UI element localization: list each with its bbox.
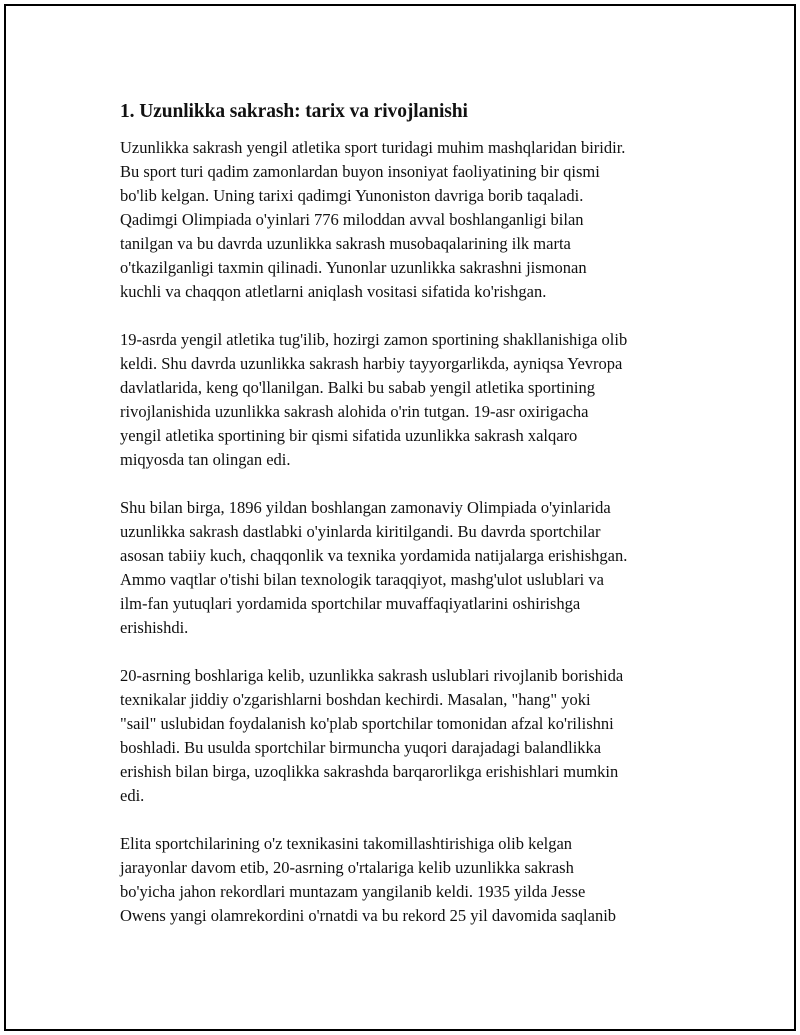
paragraph-19th-century: 19-asrda yengil atletika tug'ilib, hozirgi zamon sportining shakllanishiga olib keldi. Shu davrda uzunlikka sakrash harbiy tayyorgarlikda, ayniqsa Yevropa davlatlarida, keng qo'llanilgan. Balki bu sabab yengil atletika sportining rivojlanishida uzunlikka sakrash alohida o'rin tutgan. 19-asr oxirigacha yengil atletika sportining bir qismi sifatida uzunlikka sakrash xalqaro miqyosda tan olingan edi.	[120, 330, 628, 469]
section-heading: 1. Uzunlikka sakrash: tarix va rivojlanishi	[120, 101, 468, 122]
paragraph-modern-olympics: Shu bilan birga, 1896 yildan boshlangan zamonaviy Olimpiada o'yinlarida uzunlikka sakrash dastlabki o'yinlarda kiritilgandi. Bu davrda sportchilar asosan tabiiy kuch, chaqqonlik va texnika yordamida natijalarga erishishgan. Ammo vaqtlar o'tishi bilan texnologik taraqqiyot, mashg'ulot uslublari va ilm-fan yutuqlari yordamida sportchilar muvaffaqiyatlarini oshirishga erishishdi.	[120, 498, 628, 637]
document-body	[120, 98, 694, 952]
paragraph-20th-century-techniques: 20-asrning boshlariga kelib, uzunlikka sakrash uslublari rivojlanib borishida texnikalar jiddiy o'zgarishlarni boshdan kechirdi. Masalan, "hang" yoki "sail" uslubidan foydalanish ko'plab sportchilar tomonidan afzal ko'rilishni boshladi. Bu usulda sportchilar birmuncha yuqori darajadagi balandlikka erishish bilan birga, uzoqlikka sakrashda barqarorlikga erishishlari mumkin edi.	[120, 666, 624, 805]
paragraph-history-intro: Uzunlikka sakrash yengil atletika sport turidagi muhim mashqlaridan biridir. Bu sport turi qadim zamonlardan buyon insoniyat faoliyatining bir qismi bo'lib kelgan. Uning tarixi qadimgi Yunoniston davriga borib taqaladi. Qadimgi Olimpiada o'yinlari 776 miloddan avval boshlanganligi bilan tanilgan va bu davrda uzunlikka sakrash musobaqalarining ilk marta o'tkazilganligi taxmin qilinadi. Yunonlar uzunlikka sakrashni jismonan kuchli va chaqqon atletlarni aniqlash vositasi sifatida ko'rishgan.	[120, 138, 626, 301]
document-page	[4, 4, 796, 1031]
paragraph-world-records: Elita sportchilarining o'z texnikasini takomillashtirishiga olib kelgan jarayonlar davom etib, 20-asrning o'rtalariga kelib uzunlikka sakrash bo'yicha jahon rekordlari muntazam yangilanib keldi. 1935 yilda Jesse Owens yangi olamrekordini o'rnatdi va bu rekord 25 yil davomida saqlanib	[120, 834, 617, 925]
